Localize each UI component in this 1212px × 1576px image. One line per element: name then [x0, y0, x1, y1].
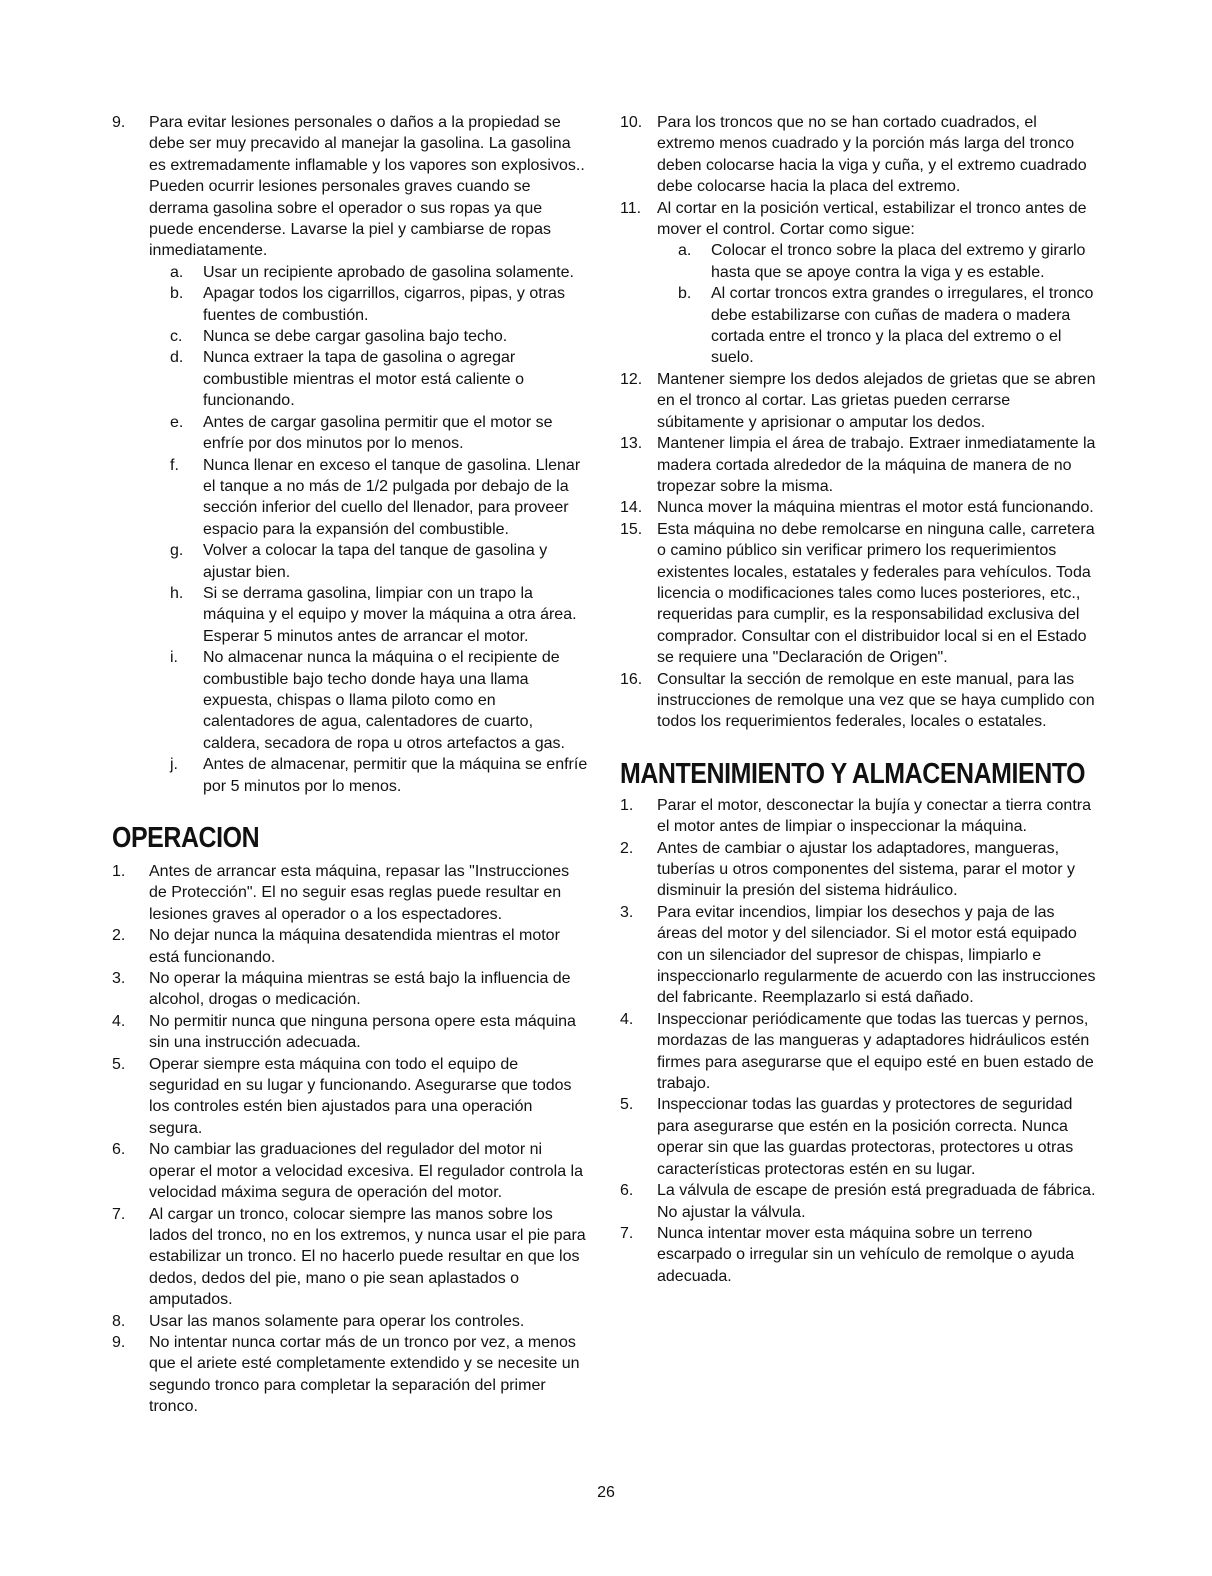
item-text: Antes de cambiar o ajustar los adaptadores, mangueras, tuberías u otros componentes del sistema, parar el motor y disminuir la presión del sistema hidráulico. — [657, 839, 1075, 900]
operacion-item-7 — [112, 1204, 590, 1311]
item-number: 1. — [620, 796, 634, 814]
sub-item-a — [112, 262, 590, 283]
item-number: 4. — [620, 1010, 634, 1028]
item-text: Inspeccionar periódicamente que todas las tuercas y pernos, mordazas de las mangueras y adaptadores hidráulicos estén firmes para asegurarse que el equipo esté en buen estado de trabajo. — [657, 1010, 1094, 1093]
sub-text: Colocar el tronco sobre la placa del extremo y girarlo hasta que se apoye contra la viga y es estable. — [711, 242, 1086, 281]
item-number: 5. — [112, 1055, 126, 1073]
item-text: Para los troncos que no se han cortado cuadrados, el extremo menos cuadrado y la porción más larga del tronco deben colocarse hacia la viga y cuña, y el extremo cuadrado debe colocarse hacia la placa del extremo. — [657, 114, 1087, 196]
safety-item-16 — [620, 669, 1098, 733]
safety-item-13 — [620, 433, 1098, 497]
item-number: 2. — [112, 927, 126, 945]
sub-text: Antes de almacenar, permitir que la máquina se enfríe por 5 minutos por lo menos. — [203, 756, 588, 795]
item-text: Al cargar un tronco, colocar siempre las manos sobre los lados del tronco, no en los extremos, y nunca usar el pie para estabilizar un tronco. El no hacerlo puede resultar en que los dedos, dedos del pie, mano o pie sean aplastados o amputados. — [149, 1205, 586, 1309]
sub-text: Usar un recipiente aprobado de gasolina solamente. — [203, 263, 574, 281]
sub-text: Antes de cargar gasolina permitir que el motor se enfríe por dos minutos por lo menos. — [203, 413, 553, 453]
item-text: Al cortar en la posición vertical, estabilizar el tronco antes de mover el control. Cortar como sigue: — [657, 199, 1087, 239]
sub-item-f — [112, 455, 590, 541]
operacion-item-4 — [112, 1011, 590, 1054]
safety-item-14 — [620, 497, 1098, 518]
sub-item-c — [112, 326, 590, 347]
operacion-item-3 — [112, 968, 590, 1011]
item-text: Mantener siempre los dedos alejados de grietas que se abren en el tronco al cortar. Las grietas pueden cerrarse súbitamente y aprisionar o amputar los dedos. — [657, 370, 1096, 431]
sub-text: Volver a colocar la tapa del tanque de gasolina y ajustar bien. — [203, 542, 548, 581]
mantenimiento-item-3 — [620, 902, 1098, 1009]
operacion-item-5 — [112, 1054, 590, 1140]
sub-text: Nunca extraer la tapa de gasolina o agregar combustible mientras el motor está caliente o funcionando. — [203, 349, 525, 410]
mantenimiento-item-5 — [620, 1094, 1098, 1180]
sub-item-d — [112, 347, 590, 411]
item-number: 8. — [112, 1312, 126, 1330]
item-text: No dejar nunca la máquina desatendida mientras el motor está funcionando. — [149, 927, 560, 966]
operacion-item-2 — [112, 925, 590, 968]
sub-letter: h. — [170, 584, 184, 602]
sub-text: Al cortar troncos extra grandes o irregulares, el tronco debe estabilizarse con cuñas de madera o madera cortada entre el tronco y la placa del extremo o el suelo. — [711, 285, 1094, 367]
operacion-heading: OPERACION — [112, 822, 260, 854]
item-number: 1. — [112, 863, 126, 880]
sub-letter: d. — [170, 349, 184, 367]
mantenimiento-item-4 — [620, 1009, 1098, 1095]
sub-item-a — [620, 240, 1098, 283]
mantenimiento-item-1 — [620, 795, 1098, 838]
item-text: Esta máquina no debe remolcarse en ninguna calle, carretera o camino público sin verificar primero los requerimientos existentes locales, estatales y federales para vehículos. Toda licencia o modificaciones tales como luces posteriores, etc., requeridas para cumplir, es la responsabilidad exclusiva del comprador. Consultar con el distribuidor local si en el Estado se requiere una "Declaración de Origen". — [657, 520, 1095, 667]
sub-item-i — [112, 647, 590, 754]
sub-item-g — [112, 540, 590, 583]
item-number: 9. — [112, 1333, 126, 1351]
item-number: 15. — [620, 520, 643, 538]
safety-item-11 — [620, 198, 1098, 241]
operacion-item-9 — [112, 1332, 590, 1418]
safety-item-12 — [620, 369, 1098, 433]
item-text: No permitir nunca que ninguna persona opere esta máquina sin una instrucción adecuada. — [149, 1012, 576, 1052]
item-text: Para evitar lesiones personales o daños a la propiedad se debe ser muy precavido al manejar la gasolina. La gasolina es extremadamente inflamable y los vapores son explosivos.. Pueden ocurrir lesiones personales graves cuando se derrama gasolina sobre el operador o sus ropas ya que puede encenderse. Lavarse la piel y cambiarse de ropas inmediatamente. — [149, 114, 585, 260]
sub-text: Nunca se debe cargar gasolina bajo techo. — [203, 328, 508, 346]
item-number: 16. — [620, 670, 643, 688]
item-text: No cambiar las graduaciones del regulador del motor ni operar el motor a velocidad excesiva. El regulador controla la velocidad máxima segura de operación del motor. — [149, 1141, 584, 1202]
item-number: 3. — [112, 970, 126, 988]
mantenimiento-heading: MANTENIMIENTO Y ALMACENAMIENTO — [620, 757, 1086, 790]
sub-letter: b. — [678, 285, 692, 303]
sub-letter: f. — [170, 456, 179, 474]
item-number: 10. — [620, 114, 643, 131]
item-number: 3. — [620, 903, 634, 921]
sub-letter: g. — [170, 542, 184, 560]
item-text: Parar el motor, desconectar la bujía y conectar a tierra contra el motor antes de limpiar o inspeccionar la máquina. — [657, 796, 1091, 836]
item-number: 6. — [112, 1141, 126, 1159]
mantenimiento-item-6 — [620, 1180, 1098, 1223]
sub-item-h — [112, 583, 590, 647]
item-text: Para evitar incendios, limpiar los desechos y paja de las áreas del motor y del silenciador. Si el motor está equipado con un silenciador del supresor de chispas, limpiarlo e inspeccionarlo regularmente de acuerdo con las instrucciones del fabricante. Reemplazarlo si está dañado. — [657, 903, 1096, 1007]
sub-text: Si se derrama gasolina, limpiar con un trapo la máquina y el equipo y mover la máquina a otra área. Esperar 5 minutos antes de arrancar el motor. — [203, 584, 577, 645]
item-text: No operar la máquina mientras se está bajo la influencia de alcohol, drogas o medicación. — [149, 970, 571, 1009]
item-text: Nunca mover la máquina mientras el motor está funcionando. — [657, 499, 1094, 517]
sub-text: Apagar todos los cigarrillos, cigarros, pipas, y otras fuentes de combustión. — [203, 285, 565, 324]
item-number: 9. — [112, 114, 126, 131]
sub-letter: a. — [678, 242, 692, 260]
operacion-item-6 — [112, 1139, 590, 1203]
item-text: Consultar la sección de remolque en este manual, para las instrucciones de remolque una vez que se haya cumplido con todos los requerimientos federales, locales o estatales. — [657, 670, 1095, 731]
item-text: Operar siempre esta máquina con todo el equipo de seguridad en su lugar y funcionando. Asegurarse que todos los controles estén bien ajustados para una operación segura. — [149, 1055, 572, 1137]
sub-letter: a. — [170, 263, 184, 281]
item-text: Mantener limpia el área de trabajo. Extraer inmediatamente la madera cortada alrededor de la máquina de manera de no tropezar sobre la misma. — [657, 435, 1096, 495]
operacion-item-8 — [112, 1311, 590, 1332]
item-number: 12. — [620, 370, 643, 388]
sub-item-e — [112, 412, 590, 455]
sub-letter: j. — [170, 756, 178, 774]
right-column — [620, 112, 1098, 1287]
sub-letter: i. — [170, 649, 178, 667]
item-number: 2. — [620, 839, 634, 857]
sub-letter: c. — [170, 328, 183, 346]
sub-text: Nunca llenar en exceso el tanque de gasolina. Llenar el tanque a no más de 1/2 pulgada por debajo de la sección inferior del cuello del llenador, para proveer espacio para la expansión del combustible. — [203, 456, 581, 538]
item-text: Antes de arrancar esta máquina, repasar las "Instrucciones de Protección". El no seguir esas reglas puede resultar en lesiones graves al operador o a los espectadores. — [149, 863, 570, 923]
sub-text: No almacenar nunca la máquina o el recipiente de combustible bajo techo donde haya una llama expuesta, chispas o llama piloto como en calentadores de agua, calentadores de cuarto, caldera, secadora de ropa u otros artefactos a gas. — [203, 649, 565, 752]
sub-item-j — [112, 754, 590, 797]
mantenimiento-item-7 — [620, 1223, 1098, 1287]
safety-item-15 — [620, 519, 1098, 669]
sub-letter: b. — [170, 285, 184, 303]
item-text: No intentar nunca cortar más de un tronco por vez, a menos que el ariete esté completamente extendido y se necesite un segundo tronco para completar la separación del primer tronco. — [149, 1333, 580, 1416]
left-column — [112, 112, 590, 1418]
item-number: 11. — [620, 199, 642, 217]
safety-item-9 — [112, 112, 590, 262]
safety-item-10 — [620, 112, 1098, 198]
page-number: 26 — [597, 1484, 615, 1501]
item-number: 13. — [620, 435, 643, 453]
sub-item-b — [620, 283, 1098, 369]
sub-item-b — [112, 283, 590, 326]
item-text: La válvula de escape de presión está pregraduada de fábrica. No ajustar la válvula. — [657, 1182, 1096, 1221]
item-number: 6. — [620, 1182, 634, 1200]
operacion-item-1 — [112, 861, 590, 925]
item-number: 7. — [112, 1205, 126, 1223]
item-text: Nunca intentar mover esta máquina sobre un terreno escarpado o irregular sin un vehículo de remolque o ayuda adecuada. — [657, 1224, 1075, 1285]
item-number: 7. — [620, 1224, 634, 1242]
item-number: 4. — [112, 1012, 126, 1030]
sub-letter: e. — [170, 413, 184, 431]
item-text: Usar las manos solamente para operar los controles. — [149, 1312, 525, 1330]
mantenimiento-item-2 — [620, 838, 1098, 902]
item-number: 14. — [620, 499, 643, 517]
item-text: Inspeccionar todas las guardas y protectores de seguridad para asegurarse que estén en la posición correcta. Nunca operar sin que las guardas protectoras, protectores u otras características protectoras estén en su lugar. — [657, 1096, 1074, 1178]
item-number: 5. — [620, 1096, 634, 1114]
